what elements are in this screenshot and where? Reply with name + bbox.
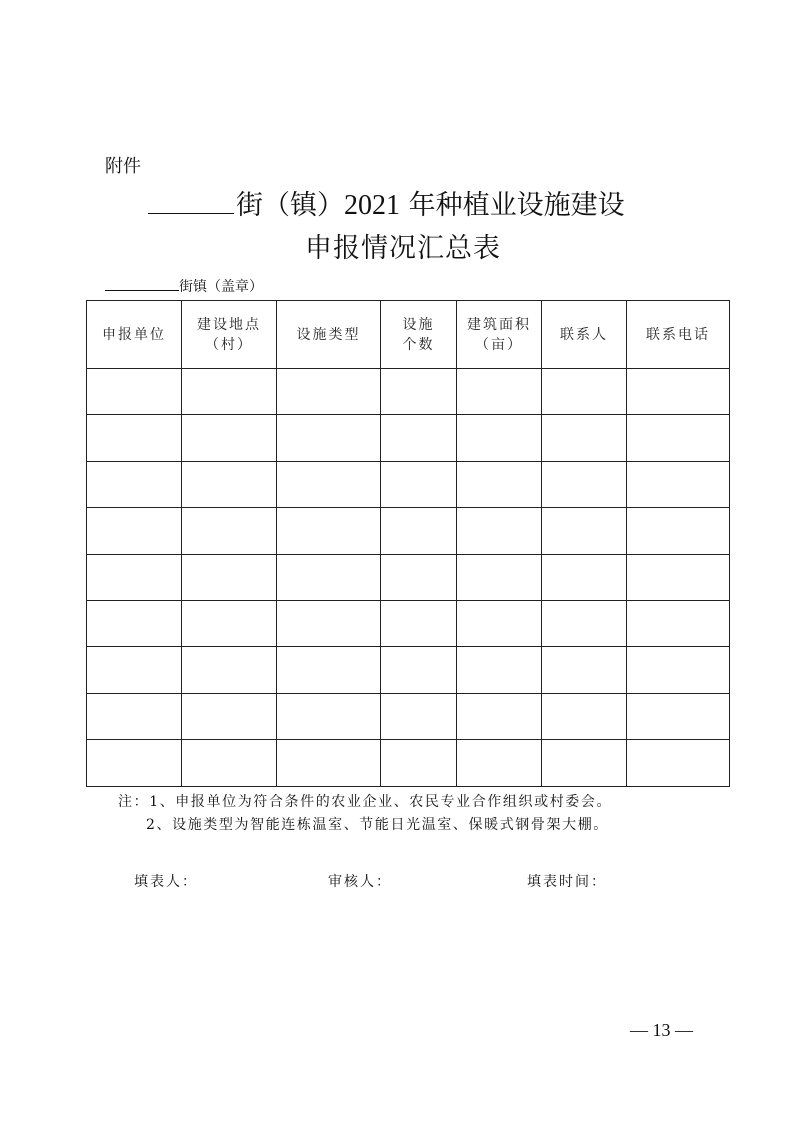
header-text: 联系人	[560, 326, 608, 343]
title-part-b: 年种植业设施建设	[400, 190, 625, 221]
table-cell[interactable]	[381, 693, 457, 739]
table-cell[interactable]	[87, 415, 182, 461]
table-cell[interactable]	[381, 600, 457, 646]
table-cell[interactable]	[627, 600, 730, 646]
table-cell[interactable]	[277, 415, 381, 461]
table-cell[interactable]	[542, 461, 627, 507]
table-cell[interactable]	[381, 415, 457, 461]
stamp-line	[105, 276, 263, 296]
table-cell[interactable]	[182, 415, 277, 461]
title-year: 2021	[344, 190, 400, 221]
table-cell[interactable]	[457, 693, 542, 739]
table-cell[interactable]	[87, 508, 182, 554]
table-cell[interactable]	[542, 554, 627, 600]
page-number: — 13 —	[630, 1020, 693, 1040]
table-cell[interactable]	[627, 369, 730, 415]
table-cell[interactable]	[457, 508, 542, 554]
title-part-a: 街（镇）	[236, 190, 344, 221]
header-cell	[381, 301, 457, 369]
table-cell[interactable]	[182, 600, 277, 646]
table-cell[interactable]	[381, 647, 457, 693]
table-row	[87, 647, 730, 693]
table-cell[interactable]	[182, 693, 277, 739]
table-cell[interactable]	[627, 740, 730, 786]
stamp-label: 街镇（盖章）	[179, 279, 263, 295]
header-subtext: （村）	[205, 336, 253, 353]
table-cell[interactable]	[277, 647, 381, 693]
header-cell	[277, 301, 381, 369]
table-cell[interactable]	[457, 369, 542, 415]
summary-table	[86, 300, 730, 787]
table-cell[interactable]	[277, 554, 381, 600]
table-row	[87, 369, 730, 415]
table-cell[interactable]	[381, 740, 457, 786]
table-cell[interactable]	[542, 693, 627, 739]
table-cell[interactable]	[381, 369, 457, 415]
table-cell[interactable]	[542, 508, 627, 554]
table-cell[interactable]	[182, 369, 277, 415]
note-1: 注：1、申报单位为符合条件的农业企业、农民专业合作组织或村委会。	[118, 794, 613, 810]
note-2: 2、设施类型为智能连栋温室、节能日光温室、保暖式钢骨架大棚。	[146, 817, 609, 833]
table-cell[interactable]	[627, 415, 730, 461]
table-row	[87, 554, 730, 600]
header-cell	[627, 301, 730, 369]
table-cell[interactable]	[627, 461, 730, 507]
table-header-row	[87, 301, 730, 369]
table-cell[interactable]	[277, 369, 381, 415]
table-cell[interactable]	[627, 647, 730, 693]
table-cell[interactable]	[182, 461, 277, 507]
table-cell[interactable]	[381, 554, 457, 600]
table-cell[interactable]	[87, 647, 182, 693]
table-cell[interactable]	[627, 554, 730, 600]
table-row	[87, 740, 730, 786]
table-cell[interactable]	[457, 740, 542, 786]
table-cell[interactable]	[87, 740, 182, 786]
filler-label: 填表人：	[134, 874, 198, 890]
header-text: 申报单位	[102, 326, 166, 343]
table-cell[interactable]	[182, 554, 277, 600]
table-row	[87, 600, 730, 646]
table-row	[87, 415, 730, 461]
header-subtext: 个数	[402, 336, 435, 353]
table-cell[interactable]	[457, 647, 542, 693]
header-cell	[87, 301, 182, 369]
table-cell[interactable]	[627, 508, 730, 554]
table-cell[interactable]	[277, 508, 381, 554]
attachment-label: 附件	[105, 156, 141, 177]
header-text: 设施类型	[296, 326, 361, 343]
table-row	[87, 508, 730, 554]
table-cell[interactable]	[277, 740, 381, 786]
fill-time-label: 填表时间：	[527, 874, 607, 890]
reviewer-label: 审核人：	[328, 874, 392, 890]
header-text: 设施	[402, 316, 435, 333]
header-text: 建设地点	[197, 316, 261, 333]
table-cell[interactable]	[277, 600, 381, 646]
header-cell	[182, 301, 277, 369]
table-cell[interactable]	[277, 461, 381, 507]
table-cell[interactable]	[87, 600, 182, 646]
table-row	[87, 461, 730, 507]
title-line-2: 申报情况汇总表	[305, 233, 501, 264]
table-cell[interactable]	[87, 693, 182, 739]
table-cell[interactable]	[457, 461, 542, 507]
header-cell	[457, 301, 542, 369]
table-cell[interactable]	[87, 554, 182, 600]
table-cell[interactable]	[182, 740, 277, 786]
table-cell[interactable]	[182, 508, 277, 554]
table-cell[interactable]	[542, 740, 627, 786]
header-text: 建筑面积	[467, 316, 531, 333]
table-row	[87, 693, 730, 739]
table-cell[interactable]	[542, 647, 627, 693]
table-cell[interactable]	[542, 600, 627, 646]
table-cell[interactable]	[457, 554, 542, 600]
table-cell[interactable]	[542, 369, 627, 415]
table-cell[interactable]	[381, 508, 457, 554]
table-cell[interactable]	[457, 415, 542, 461]
table-cell[interactable]	[542, 415, 627, 461]
table-cell[interactable]	[87, 461, 182, 507]
table-cell[interactable]	[457, 600, 542, 646]
table-cell[interactable]	[182, 647, 277, 693]
table-cell[interactable]	[627, 693, 730, 739]
header-subtext: （亩）	[475, 336, 523, 353]
street-name-blank[interactable]	[148, 189, 234, 214]
title-line-1	[148, 183, 625, 222]
header-cell	[542, 301, 627, 369]
table-cell[interactable]	[381, 461, 457, 507]
header-text: 联系电话	[646, 326, 710, 343]
stamp-blank[interactable]	[105, 276, 179, 291]
table-cell[interactable]	[87, 369, 182, 415]
table-cell[interactable]	[277, 693, 381, 739]
